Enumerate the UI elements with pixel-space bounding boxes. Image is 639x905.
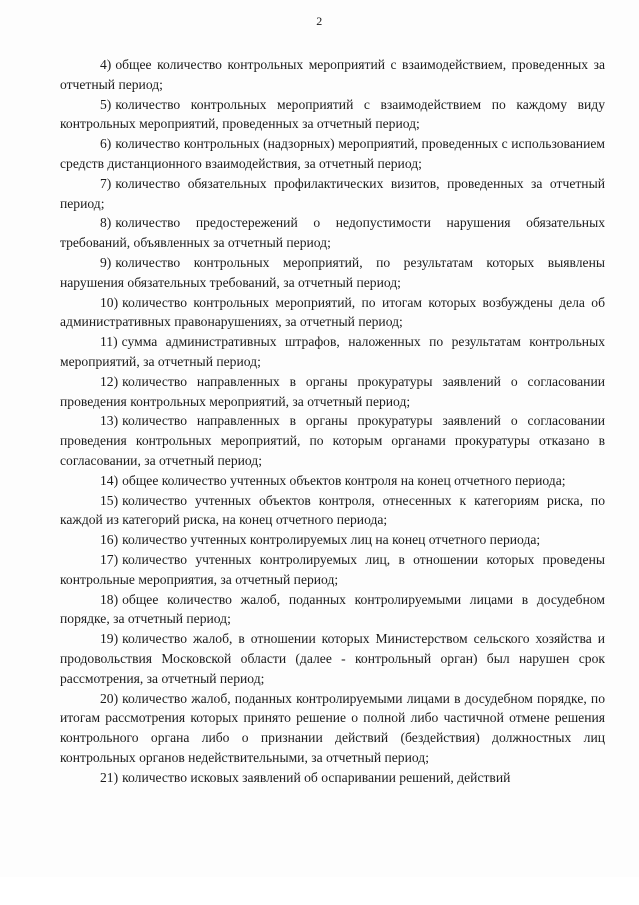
- item-text: сумма административных штрафов, наложенных по результатам контрольных мероприятий, за отчетный период;: [60, 334, 605, 369]
- list-item: [60, 768, 605, 788]
- item-number: 20): [100, 690, 119, 706]
- item-number: 5): [100, 96, 112, 112]
- item-text: количество направленных в органы прокуратуры заявлений о согласовании проведения контрольных мероприятий, за отчетный период;: [60, 373, 605, 409]
- list-item: [60, 213, 605, 253]
- item-text: количество учтенных объектов контроля, отнесенных к категориям риска, по каждой из категорий риска, на конец отчетного периода;: [60, 492, 605, 528]
- item-number: 10): [100, 294, 119, 310]
- item-number: 18): [100, 591, 119, 607]
- item-text: количество предостережений о недопустимости нарушения обязательных требований, объявленных за отчетный период;: [60, 215, 605, 251]
- item-number: 19): [100, 631, 119, 647]
- list-item: [60, 332, 605, 372]
- page-bottom-margin: [0, 877, 639, 905]
- page-number: 2: [316, 14, 323, 28]
- list-item: [60, 411, 605, 470]
- item-text: количество учтенных контролируемых лиц, в отношении которых проведены контрольные мероприятия, за отчетный период;: [60, 551, 605, 587]
- list-item: [60, 471, 605, 491]
- list-item: [60, 95, 605, 135]
- list-item: [60, 372, 605, 412]
- item-text: количество исковых заявлений об оспаривании решений, действий: [122, 769, 511, 785]
- list-item: [60, 174, 605, 214]
- list-item: [60, 590, 605, 630]
- item-number: 12): [100, 373, 119, 389]
- list-item: [60, 134, 605, 174]
- item-text: общее количество контрольных мероприятий с взаимодействием, проведенных за отчетный период;: [60, 57, 605, 92]
- list-item: [60, 530, 605, 550]
- item-text: количество контрольных мероприятий, по результатам которых выявлены нарушения обязательных требований, за отчетный период;: [60, 254, 605, 290]
- item-number: 4): [100, 57, 112, 72]
- list-item: [60, 55, 605, 95]
- item-text: общее количество учтенных объектов контроля на конец отчетного периода;: [122, 472, 566, 488]
- item-number: 7): [100, 175, 112, 191]
- list-item: [60, 689, 605, 768]
- item-text: количество жалоб, поданных контролируемыми лицами в досудебном порядке, по итогам рассмотрения которых принято решение о полной либо частичной отмене решения контрольного органа либо о признании действий (бездействия) должностных лиц контрольных органов недействительными, за отчетный период;: [60, 690, 605, 765]
- item-number: 16): [100, 532, 119, 548]
- list-item: [60, 293, 605, 333]
- item-text: количество контрольных (надзорных) мероприятий, проведенных с использованием средств дистанционного взаимодействия, за отчетный период;: [60, 136, 605, 171]
- item-number: 6): [100, 136, 112, 152]
- item-text: количество жалоб, в отношении которых Министерством сельского хозяйства и продовольствия Московской области (далее - контрольный орган) был нарушен срок рассмотрения, за отчетный период;: [60, 631, 605, 686]
- item-text: количество учтенных контролируемых лиц на конец отчетного периода;: [122, 532, 541, 548]
- item-number: 17): [100, 551, 119, 567]
- item-number: 8): [100, 215, 112, 231]
- item-text: количество направленных в органы прокуратуры заявлений о согласовании проведения контрольных мероприятий, по которым органами прокуратуры отказано в согласовании, за отчетный период;: [60, 413, 605, 468]
- list-item: [60, 629, 605, 688]
- item-text: общее количество жалоб, поданных контролируемыми лицами в досудебном порядке, за отчетный период;: [60, 591, 605, 627]
- item-text: количество контрольных мероприятий с взаимодействием по каждому виду контрольных мероприятий, проведенных за отчетный период;: [60, 96, 605, 132]
- item-number: 11): [100, 334, 118, 350]
- list-item: [60, 253, 605, 293]
- list-item: [60, 491, 605, 531]
- item-number: 15): [100, 492, 119, 508]
- list-item: [60, 550, 605, 590]
- item-text: количество обязательных профилактических визитов, проведенных за отчетный период;: [60, 175, 605, 211]
- item-number: 14): [100, 472, 119, 488]
- document-body: [60, 55, 605, 787]
- item-number: 13): [100, 413, 119, 429]
- item-number: 9): [100, 254, 112, 270]
- item-text: количество контрольных мероприятий, по итогам которых возбуждены дела об административных правонарушениях, за отчетный период;: [60, 294, 605, 330]
- item-number: 21): [100, 769, 119, 785]
